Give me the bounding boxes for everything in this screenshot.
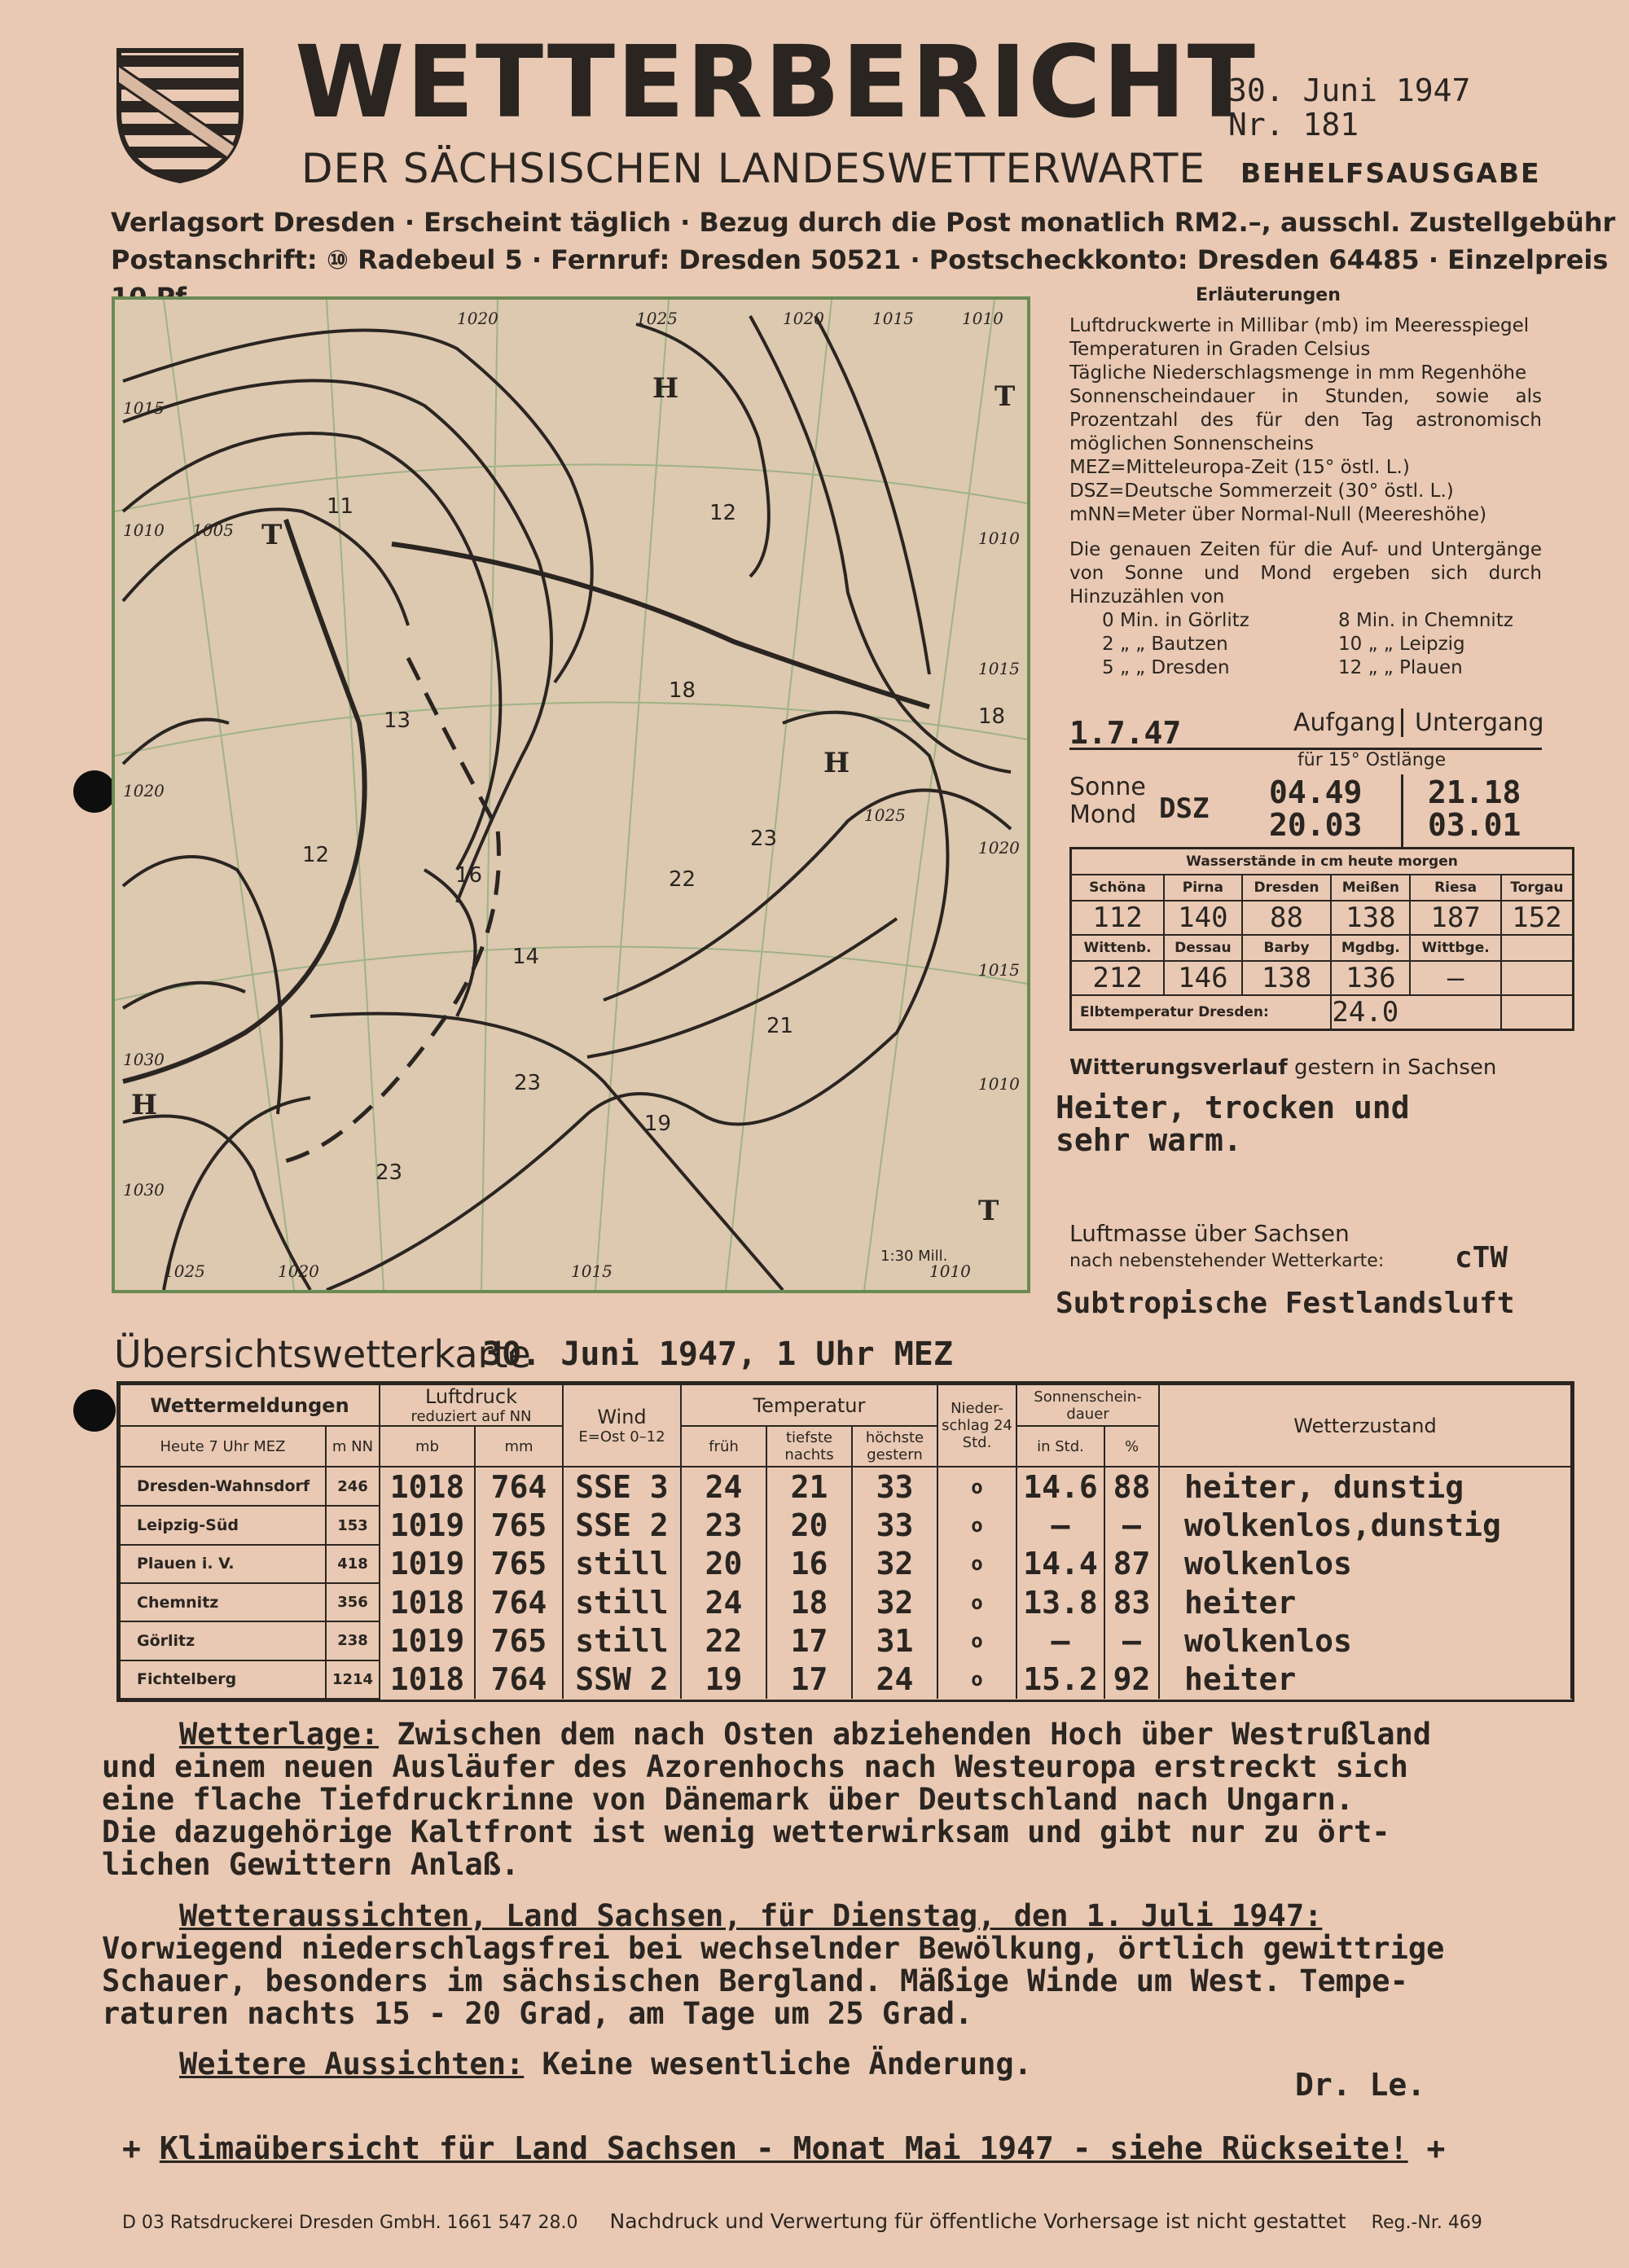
isobar-label: 1010 bbox=[978, 529, 1020, 548]
offset-left: 5 „ „ Dresden bbox=[1102, 657, 1230, 678]
page-subtitle: DER SÄCHSISCHEN LANDESWETTERWARTE bbox=[301, 145, 1205, 192]
gauge-value: 136 bbox=[1331, 961, 1410, 995]
sun-hours: 14.4 bbox=[1016, 1545, 1104, 1583]
weather-state: heiter bbox=[1159, 1583, 1571, 1621]
temp-morning: 24 bbox=[681, 1583, 766, 1621]
station-temp: 18 bbox=[978, 704, 1006, 729]
further-text: Keine wesentliche Änderung. bbox=[524, 2046, 1032, 2082]
gauge-name: Torgau bbox=[1501, 875, 1574, 901]
temp-morning: 20 bbox=[681, 1545, 766, 1583]
precipitation: o bbox=[937, 1660, 1016, 1699]
offset-row bbox=[1102, 609, 1542, 633]
air-mass-code: cTW bbox=[1455, 1241, 1508, 1274]
station-reports-table bbox=[116, 1381, 1574, 1702]
publisher-city: Dresden bbox=[273, 207, 396, 238]
explanation-line: Tägliche Niederschlagsmenge in mm Regenhöhe bbox=[1069, 362, 1527, 384]
temp-morning: 23 bbox=[681, 1506, 766, 1544]
weather-course-label-b: gestern in Sachsen bbox=[1287, 1055, 1497, 1080]
pressure-mm: 765 bbox=[475, 1506, 563, 1544]
sun-pct: 87 bbox=[1104, 1545, 1159, 1583]
sun-hours: 15.2 bbox=[1016, 1660, 1104, 1699]
weather-state: wolkenlos bbox=[1159, 1621, 1571, 1660]
col-hoechste: höchste gestern bbox=[852, 1426, 937, 1467]
air-mass-sublabel: nach nebenstehender Wetterkarte: bbox=[1069, 1251, 1385, 1271]
elbe-temp-value: 24.0 bbox=[1331, 995, 1500, 1030]
situation-line: und einem neuen Ausläufer des Azorenhochs nach Westeuropa erstreckt sich bbox=[102, 1749, 1408, 1784]
temp-morning: 24 bbox=[681, 1467, 766, 1506]
isobar-label: 1025 bbox=[636, 309, 678, 328]
air-mass-label: Luftmasse über Sachsen bbox=[1069, 1220, 1350, 1247]
offset-right: 10 „ „ Leipzig bbox=[1338, 634, 1465, 655]
station-elevation: 418 bbox=[326, 1545, 380, 1583]
weather-map bbox=[112, 296, 1030, 1293]
station-temp: 13 bbox=[384, 708, 411, 733]
col-pressure-title: Luftdruck bbox=[424, 1385, 517, 1408]
station-temp: 23 bbox=[514, 1071, 542, 1095]
table-row bbox=[120, 1506, 1571, 1544]
temp-morning: 22 bbox=[681, 1621, 766, 1660]
gauge-name: Mgdbg. bbox=[1331, 935, 1410, 961]
overview-map-date: 30. Juni 1947, 1 Uhr MEZ bbox=[482, 1336, 953, 1373]
situation-line: lichen Gewittern Anlaß. bbox=[102, 1847, 520, 1882]
station-temp: 16 bbox=[455, 863, 483, 888]
set-header: Untergang bbox=[1401, 708, 1543, 737]
explanation-line: Sonnenscheindauer in Stunden, sowie als Prozentzahl des für den Tag astronomisch möglichen Sonnenscheins bbox=[1069, 386, 1542, 454]
weather-course-label bbox=[1069, 1055, 1496, 1080]
gauge-name: Riesa bbox=[1410, 875, 1501, 901]
weather-situation bbox=[102, 1718, 1584, 1881]
isobar-label: 1025 bbox=[864, 805, 906, 825]
col-state: Wetterzustand bbox=[1159, 1384, 1571, 1467]
col-frueh: früh bbox=[681, 1426, 766, 1467]
punch-hole bbox=[73, 1389, 116, 1432]
wind: SSE 2 bbox=[563, 1506, 681, 1544]
gauge-name: Wittenb. bbox=[1071, 935, 1165, 961]
gauge-name: Meißen bbox=[1331, 875, 1410, 901]
climate-note bbox=[122, 2130, 1445, 2166]
station-temp: 14 bbox=[512, 945, 540, 969]
sun-pct: 92 bbox=[1104, 1660, 1159, 1699]
moon-set: 03.01 bbox=[1428, 807, 1521, 843]
punch-hole bbox=[73, 770, 116, 813]
station-temp: 23 bbox=[750, 827, 778, 851]
outlook-line: Schauer, besonders im sächsischen Bergland. Mäßige Winde um West. Tempe- bbox=[102, 1963, 1408, 1998]
situation-label: Wetterlage: bbox=[179, 1717, 380, 1752]
riseset-date: 1.7.47 bbox=[1069, 715, 1182, 751]
cross-icon: + bbox=[1407, 2130, 1446, 2166]
pressure-mb: 1019 bbox=[380, 1621, 475, 1660]
overview-map-title: Übersichtswetterkarte bbox=[114, 1332, 531, 1376]
col-wind bbox=[563, 1384, 681, 1467]
gauge-value: 138 bbox=[1242, 961, 1332, 995]
edition-label: BEHELFSAUSGABE bbox=[1240, 157, 1541, 189]
map-scale: 1:30 Mill. bbox=[880, 1248, 948, 1265]
col-sun-hours: in Std. bbox=[1016, 1426, 1104, 1467]
registration-number: Reg.-Nr. 469 bbox=[1371, 2213, 1482, 2233]
col-reports: Wettermeldungen bbox=[120, 1384, 380, 1426]
weather-outlook bbox=[102, 1900, 1584, 2030]
sun-hours: 14.6 bbox=[1016, 1467, 1104, 1506]
sun-hours: – bbox=[1016, 1506, 1104, 1544]
col-tiefste: tiefste nachts bbox=[766, 1426, 852, 1467]
isobar-label: 1010 bbox=[978, 1074, 1020, 1094]
weather-state: heiter bbox=[1159, 1660, 1571, 1699]
col-precip: Nieder- schlag 24 Std. bbox=[937, 1384, 1016, 1467]
publisher-line-2: Postanschrift: ⑩ Radebeul 5 · Fernruf: Dresden 50521 · Postscheckkonto: Dresden 64485 · Einzelpreis bbox=[111, 244, 1609, 275]
cold-front bbox=[123, 520, 929, 1081]
weather-state: heiter, dunstig bbox=[1159, 1467, 1571, 1506]
station-elevation: 153 bbox=[326, 1506, 380, 1544]
station-name: Görlitz bbox=[120, 1621, 326, 1660]
isobar-label: 1020 bbox=[783, 309, 824, 328]
further-label: Weitere Aussichten: bbox=[179, 2046, 525, 2082]
printer-info: D 03 Ratsdruckerei Dresden GmbH. 1661 547 28.0 bbox=[122, 2213, 578, 2233]
high-pressure-label: H bbox=[652, 372, 679, 405]
gauge-value: 187 bbox=[1410, 901, 1501, 935]
situation-line: Zwischen dem nach Osten abziehenden Hoch über Westrußland bbox=[379, 1717, 1432, 1752]
isobar-label: 1015 bbox=[571, 1261, 613, 1281]
table-row bbox=[120, 1660, 1571, 1699]
isobar-label: 1015 bbox=[872, 309, 914, 328]
sun-hours: 13.8 bbox=[1016, 1583, 1104, 1621]
temp-max: 33 bbox=[852, 1506, 937, 1544]
temp-min: 21 bbox=[766, 1467, 852, 1506]
water-levels-table bbox=[1069, 847, 1574, 1031]
col-pressure-sub: reduziert auf NN bbox=[411, 1408, 532, 1425]
cross-icon: + bbox=[122, 2130, 160, 2166]
isobar-label: 1015 bbox=[978, 960, 1020, 980]
gauge-value: 146 bbox=[1164, 961, 1242, 995]
pressure-mm: 764 bbox=[475, 1660, 563, 1699]
gauge-value: 212 bbox=[1071, 961, 1165, 995]
pressure-mb: 1019 bbox=[380, 1506, 475, 1544]
footer bbox=[122, 2209, 1482, 2233]
pressure-mb: 1018 bbox=[380, 1467, 475, 1506]
situation-line: Die dazugehörige Kaltfront ist wenig wetterwirksam und gibt nur zu ört- bbox=[102, 1814, 1390, 1849]
isobar-label: 1030 bbox=[123, 1050, 165, 1069]
issue-date: 30. Juni 1947 bbox=[1228, 72, 1471, 108]
gauge-name bbox=[1501, 935, 1574, 961]
col-mm: mm bbox=[475, 1426, 563, 1467]
offset-row bbox=[1102, 633, 1542, 656]
issue-info bbox=[1228, 73, 1470, 142]
col-sun-pct: % bbox=[1104, 1426, 1159, 1467]
station-name: Leipzig-Süd bbox=[120, 1506, 326, 1544]
gauge-name: Wittbge. bbox=[1410, 935, 1501, 961]
time-offsets bbox=[1069, 609, 1542, 680]
wind: SSE 3 bbox=[563, 1467, 681, 1506]
gauge-name: Dessau bbox=[1164, 935, 1242, 961]
sun-pct: 88 bbox=[1104, 1467, 1159, 1506]
isobar-label: 1010 bbox=[962, 309, 1003, 328]
offset-row bbox=[1102, 656, 1542, 680]
sun-pct: – bbox=[1104, 1621, 1159, 1660]
station-temp: 18 bbox=[669, 678, 696, 703]
weather-course-text bbox=[1056, 1091, 1410, 1156]
sun-set: 21.18 bbox=[1428, 774, 1521, 810]
explanation-line: mNN=Meter über Normal-Null (Meereshöhe) bbox=[1069, 504, 1487, 525]
high-pressure-label: H bbox=[131, 1089, 158, 1121]
station-temp: 21 bbox=[766, 1014, 794, 1038]
gauge-value: – bbox=[1410, 961, 1501, 995]
temp-morning: 19 bbox=[681, 1660, 766, 1699]
station-temp: 12 bbox=[302, 843, 330, 867]
outlook-line: raturen nachts 15 - 20 Grad, am Tage um 25 Grad. bbox=[102, 1996, 973, 2031]
isobar-label: 1025 bbox=[164, 1261, 205, 1281]
gauge-value: 88 bbox=[1242, 901, 1332, 935]
precipitation: o bbox=[937, 1467, 1016, 1506]
table-row bbox=[120, 1467, 1571, 1506]
station-temp: 22 bbox=[669, 867, 696, 892]
publisher-line-1-c: · Erscheint täglich · Bezug durch die Post monatlich RM2.–, ausschl. Zustellgebühr bbox=[395, 207, 1616, 238]
temp-max: 24 bbox=[852, 1660, 937, 1699]
precipitation: o bbox=[937, 1583, 1016, 1621]
station-temp: 19 bbox=[644, 1112, 672, 1136]
copyright-notice: Nachdruck und Verwertung für öffentliche Vorhersage ist nicht gestattet bbox=[609, 2209, 1346, 2233]
explanation-line: DSZ=Deutsche Sommerzeit (30° östl. L.) bbox=[1069, 480, 1454, 502]
weather-course-line: sehr warm. bbox=[1056, 1122, 1242, 1158]
isobar-label: 1005 bbox=[192, 520, 234, 540]
pressure-mm: 765 bbox=[475, 1621, 563, 1660]
pressure-mm: 765 bbox=[475, 1545, 563, 1583]
station-temp: 23 bbox=[375, 1160, 403, 1185]
offset-left: 0 Min. in Görlitz bbox=[1102, 610, 1249, 631]
temp-max: 31 bbox=[852, 1621, 937, 1660]
col-sun: Sonnenschein- dauer bbox=[1016, 1384, 1159, 1426]
isobar-label: 1020 bbox=[978, 838, 1020, 858]
pressure-mm: 764 bbox=[475, 1583, 563, 1621]
station-name: Dresden-Wahnsdorf bbox=[120, 1467, 326, 1506]
temp-max: 32 bbox=[852, 1545, 937, 1583]
saxony-coat-of-arms-icon bbox=[116, 47, 244, 184]
temp-min: 16 bbox=[766, 1545, 852, 1583]
explanation-line: Luftdruckwerte in Millibar (mb) im Meeresspiegel bbox=[1069, 315, 1530, 336]
signature: Dr. Le. bbox=[1295, 2067, 1426, 2103]
time-zone: DSZ bbox=[1159, 792, 1210, 825]
sun-moon-times bbox=[1069, 708, 1542, 848]
station-temp: 12 bbox=[709, 501, 737, 525]
wind: SSW 2 bbox=[563, 1660, 681, 1699]
gauge-value: 138 bbox=[1331, 901, 1410, 935]
low-pressure-label: T bbox=[995, 380, 1016, 413]
climate-note-text: Klimaübersicht für Land Sachsen - Monat Mai 1947 - siehe Rückseite! bbox=[159, 2130, 1408, 2166]
map-isobars bbox=[123, 316, 1011, 1290]
temp-min: 17 bbox=[766, 1660, 852, 1699]
precipitation: o bbox=[937, 1545, 1016, 1583]
meridian-note: für 15° Ostlänge bbox=[1297, 750, 1447, 770]
sun-label: Sonne bbox=[1069, 773, 1146, 801]
col-temp: Temperatur bbox=[681, 1384, 937, 1426]
isobar-label: 1015 bbox=[978, 659, 1020, 678]
gauge-value: 140 bbox=[1164, 901, 1242, 935]
col-wind-title: Wind bbox=[597, 1406, 647, 1428]
isobar-label: 1010 bbox=[929, 1261, 971, 1281]
weather-course-line: Heiter, trocken und bbox=[1056, 1090, 1410, 1125]
times-note: Die genauen Zeiten für die Auf- und Untergänge von Sonne und Mond ergeben sich durch Hinzuzählen von bbox=[1069, 539, 1542, 608]
isobar-label: 1020 bbox=[278, 1261, 319, 1281]
station-temp: 11 bbox=[327, 494, 354, 519]
table-row bbox=[120, 1621, 1571, 1660]
water-levels-title: Wasserstände in cm heute morgen bbox=[1071, 849, 1574, 875]
explanation-line: MEZ=Mitteleuropa-Zeit (15° östl. L.) bbox=[1069, 457, 1410, 478]
precipitation: o bbox=[937, 1506, 1016, 1544]
isobar-label: 1015 bbox=[123, 398, 165, 418]
temp-max: 33 bbox=[852, 1467, 937, 1506]
sun-pct: 83 bbox=[1104, 1583, 1159, 1621]
wind: still bbox=[563, 1583, 681, 1621]
wind: still bbox=[563, 1621, 681, 1660]
moon-label: Mond bbox=[1069, 801, 1137, 829]
table-row bbox=[120, 1583, 1571, 1621]
isobar-label: 1020 bbox=[457, 309, 498, 328]
offset-left: 2 „ „ Bautzen bbox=[1102, 634, 1228, 655]
moon-rise: 20.03 bbox=[1269, 807, 1363, 843]
col-mnn: m NN bbox=[326, 1426, 380, 1467]
pressure-mm: 764 bbox=[475, 1467, 563, 1506]
elbe-temp-label: Elbtemperatur Dresden: bbox=[1071, 995, 1332, 1030]
low-pressure-label: T bbox=[261, 519, 283, 551]
high-pressure-label: H bbox=[823, 747, 850, 779]
station-elevation: 246 bbox=[326, 1467, 380, 1506]
station-elevation: 356 bbox=[326, 1583, 380, 1621]
low-pressure-label: T bbox=[978, 1195, 999, 1227]
outlook-label: Wetteraussichten, Land Sachsen, für Dienstag, den 1. Juli 1947: bbox=[179, 1898, 1323, 1933]
page-title: WETTERBERICHT bbox=[295, 24, 1257, 140]
col-wind-sub: E=Ost 0–12 bbox=[578, 1428, 665, 1445]
station-name: Chemnitz bbox=[120, 1583, 326, 1621]
isobar-label: 1010 bbox=[123, 520, 165, 540]
col-pressure bbox=[380, 1384, 563, 1426]
table-row bbox=[120, 1545, 1571, 1583]
col-mb: mb bbox=[380, 1426, 475, 1467]
sun-pct: – bbox=[1104, 1506, 1159, 1544]
offset-right: 8 Min. in Chemnitz bbox=[1338, 610, 1513, 631]
rise-header: Aufgang bbox=[1293, 708, 1396, 737]
sun-rise: 04.49 bbox=[1269, 774, 1363, 810]
publisher-line-1 bbox=[111, 204, 1629, 241]
gauge-value: 112 bbox=[1071, 901, 1165, 935]
station-elevation: 1214 bbox=[326, 1660, 380, 1699]
air-mass-name: Subtropische Festlandsluft bbox=[1056, 1287, 1515, 1320]
offset-right: 12 „ „ Plauen bbox=[1338, 657, 1463, 678]
precipitation: o bbox=[937, 1621, 1016, 1660]
isobar-label: 1030 bbox=[123, 1180, 165, 1200]
gauge-name: Barby bbox=[1242, 935, 1332, 961]
station-name: Fichtelberg bbox=[120, 1660, 326, 1699]
station-elevation: 238 bbox=[326, 1621, 380, 1660]
pressure-mb: 1019 bbox=[380, 1545, 475, 1583]
publisher-line-1-a: Verlagsort bbox=[111, 207, 274, 238]
wind: still bbox=[563, 1545, 681, 1583]
gauge-value: 152 bbox=[1501, 901, 1574, 935]
weather-state: wolkenlos,dunstig bbox=[1159, 1506, 1571, 1544]
col-today: Heute 7 Uhr MEZ bbox=[120, 1426, 326, 1467]
sun-hours: – bbox=[1016, 1621, 1104, 1660]
situation-line: eine flache Tiefdruckrinne von Dänemark über Deutschland nach Ungarn. bbox=[102, 1782, 1355, 1817]
pressure-mb: 1018 bbox=[380, 1660, 475, 1699]
pressure-mb: 1018 bbox=[380, 1583, 475, 1621]
weather-state: wolkenlos bbox=[1159, 1545, 1571, 1583]
explanations bbox=[1069, 314, 1542, 680]
temp-min: 18 bbox=[766, 1583, 852, 1621]
explanation-line: Temperaturen in Graden Celsius bbox=[1069, 339, 1371, 360]
temp-min: 20 bbox=[766, 1506, 852, 1544]
gauge-name: Dresden bbox=[1242, 875, 1332, 901]
outlook-line: Vorwiegend niederschlagsfrei bei wechselnder Bewölkung, örtlich gewittrige bbox=[102, 1931, 1445, 1966]
temp-min: 17 bbox=[766, 1621, 852, 1660]
issue-number: Nr. 181 bbox=[1228, 107, 1359, 143]
gauge-value bbox=[1501, 961, 1574, 995]
station-name: Plauen i. V. bbox=[120, 1545, 326, 1583]
isobar-label: 1020 bbox=[123, 781, 165, 801]
gauge-name: Pirna bbox=[1164, 875, 1242, 901]
explanations-title: Erläuterungen bbox=[1196, 285, 1341, 305]
gauge-name: Schöna bbox=[1071, 875, 1165, 901]
weather-course-label-a: Witterungsverlauf bbox=[1069, 1055, 1288, 1080]
temp-max: 32 bbox=[852, 1583, 937, 1621]
